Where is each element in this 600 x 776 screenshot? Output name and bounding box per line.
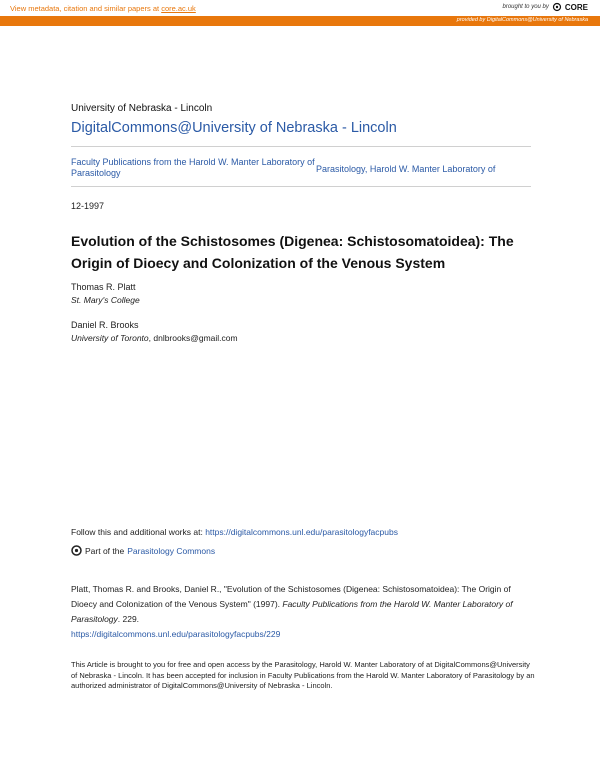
article-title: Evolution of the Schistosomes (Digenea: Schistosomatoidea): The Origin of Dioecy and Colonization of the Venous System <box>71 233 514 271</box>
author-email[interactable]: , dnlbrooks@gmail.com <box>148 333 238 343</box>
author-name: Thomas R. Platt <box>71 282 136 292</box>
publication-date: 12-1997 <box>71 201 105 211</box>
citation-url[interactable]: https://digitalcommons.unl.edu/parasitologyfacpubs/229 <box>71 629 281 639</box>
author-block-1 <box>71 282 140 305</box>
access-notice: This Article is brought to you for free and open access by the Parasitology, Harold W. Manter Laboratory of at DigitalCommons@University of Nebraska - Lincoln. It has been accepted for inclusion in Faculty Publications from the Harold W. Manter Laboratory of Parasitology by an authorized administrator of DigitalCommons@University of Nebraska - Lincoln. <box>71 660 535 690</box>
follow-url[interactable]: https://digitalcommons.unl.edu/parasitologyfacpubs <box>205 527 398 537</box>
divider-bottom <box>71 186 531 187</box>
author-name: Daniel R. Brooks <box>71 320 139 330</box>
top-bar <box>0 0 600 16</box>
provided-by: provided by DigitalCommons@University of Nebraska <box>456 17 588 23</box>
divider-top <box>71 146 531 147</box>
author-affiliation: St. Mary's College <box>71 295 140 305</box>
department-link[interactable]: Parasitology, Harold W. Manter Laboratory of <box>316 164 496 174</box>
university-name: University of Nebraska - Lincoln <box>71 103 213 114</box>
citation: Platt, Thomas R. and Brooks, Daniel R., "Evolution of the Schistosomes (Digenea: Schistosomatoidea): The Origin of Dioecy and Colonization of the Venous System" (1997). Faculty Publications from the Harold W. Manter Laboratory of Parasitology. 229. https://digitalcommons.unl.edu/parasitologyfacpubs/229 <box>71 584 513 639</box>
core-badge[interactable]: brought to you by CORE <box>502 2 588 12</box>
part-of-line: Part of the Parasitology Commons <box>71 545 215 556</box>
follow-line: Follow this and additional works at: https://digitalcommons.unl.edu/parasitologyfacpubs <box>71 527 398 537</box>
collection-link[interactable]: Faculty Publications from the Harold W. Manter Laboratory of Parasitology <box>71 157 315 178</box>
repository-link[interactable]: DigitalCommons@University of Nebraska - Lincoln <box>71 120 397 136</box>
core-logo-icon <box>552 2 562 12</box>
network-icon <box>71 545 82 556</box>
parasitology-commons-link[interactable]: Parasitology Commons <box>127 545 216 556</box>
provider-bar <box>0 16 600 26</box>
metadata-notice: View metadata, citation and similar papers at core.ac.uk <box>10 4 196 13</box>
author-affiliation: University of Toronto, dnlbrooks@gmail.com <box>71 333 238 343</box>
author-block-2 <box>71 320 238 343</box>
core-link[interactable]: core.ac.uk <box>161 4 196 13</box>
